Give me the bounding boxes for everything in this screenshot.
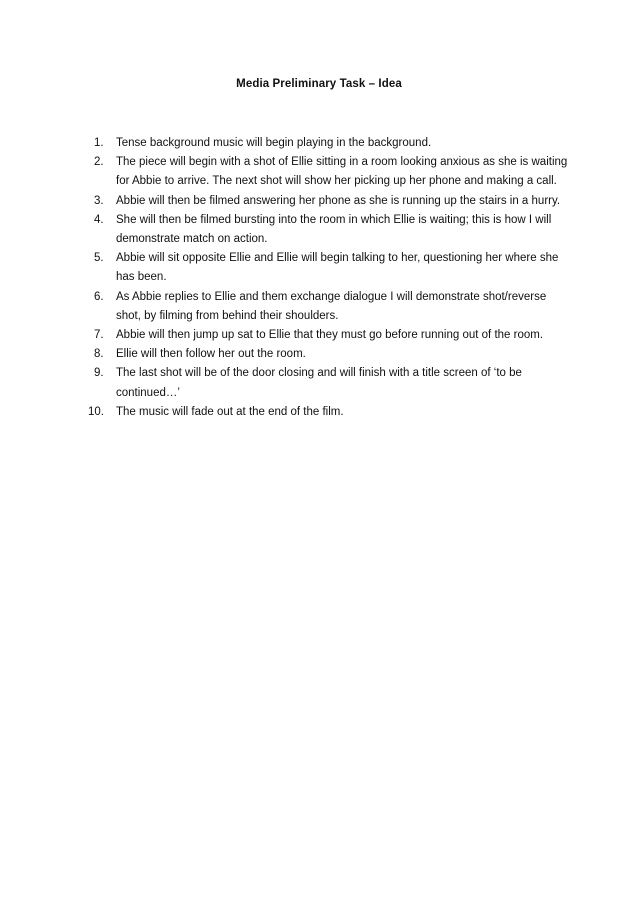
list-item-number: 5. — [94, 252, 104, 265]
list-item-text: Tense background music will begin playing in the background. — [116, 137, 432, 149]
list-item-text: Ellie will then follow her out the room. — [116, 348, 306, 361]
list-item-text: She will then be filmed bursting into the room in which Ellie is waiting; this is how I will demonstrate match on action. — [116, 213, 552, 246]
list-item-text: The music will fade out at the end of the film. — [116, 405, 344, 418]
page-title: Media Preliminary Task – Idea — [236, 78, 402, 90]
list-item — [88, 403, 574, 422]
list-item-text: Abbie will then be filmed answering her phone as she is running up the stairs in a hurry. — [116, 194, 561, 207]
list-item — [94, 364, 574, 402]
list-item-number: 3. — [94, 194, 104, 207]
list-item-number: 9. — [94, 367, 104, 380]
list-item-number: 1. — [94, 137, 104, 149]
list-item — [94, 249, 574, 287]
list-item-number: 8. — [94, 348, 104, 361]
list-item-text: Abbie will sit opposite Ellie and Ellie will begin talking to her, questioning her where she has been. — [116, 252, 559, 284]
list-item-number: 4. — [94, 213, 104, 226]
list-item — [94, 134, 574, 153]
list-item — [94, 192, 574, 211]
list-item-number: 7. — [94, 329, 104, 342]
list-item-text: The piece will begin with a shot of Ellie sitting in a room looking anxious as she is waiting for Abbie to arrive. The next shot will show her picking up her phone and making a call. — [116, 156, 568, 188]
list-item-text: Abbie will then jump up sat to Ellie that they must go before running out of the room. — [116, 329, 544, 342]
list-item-number: 6. — [94, 290, 104, 303]
list-item-number: 2. — [94, 156, 104, 169]
list-item — [94, 288, 574, 326]
list-item-number: 10. — [88, 405, 104, 418]
list-item — [94, 153, 574, 191]
idea-list — [88, 134, 574, 422]
list-item — [94, 345, 574, 364]
list-item-text: The last shot will be of the door closing and will finish with a title screen of ‘to be continued…’ — [116, 367, 522, 399]
list-item — [94, 211, 574, 249]
list-item — [94, 326, 574, 345]
list-item-text: As Abbie replies to Ellie and them exchange dialogue I will demonstrate shot/reverse shot, by filming from behind their shoulders. — [116, 290, 547, 322]
